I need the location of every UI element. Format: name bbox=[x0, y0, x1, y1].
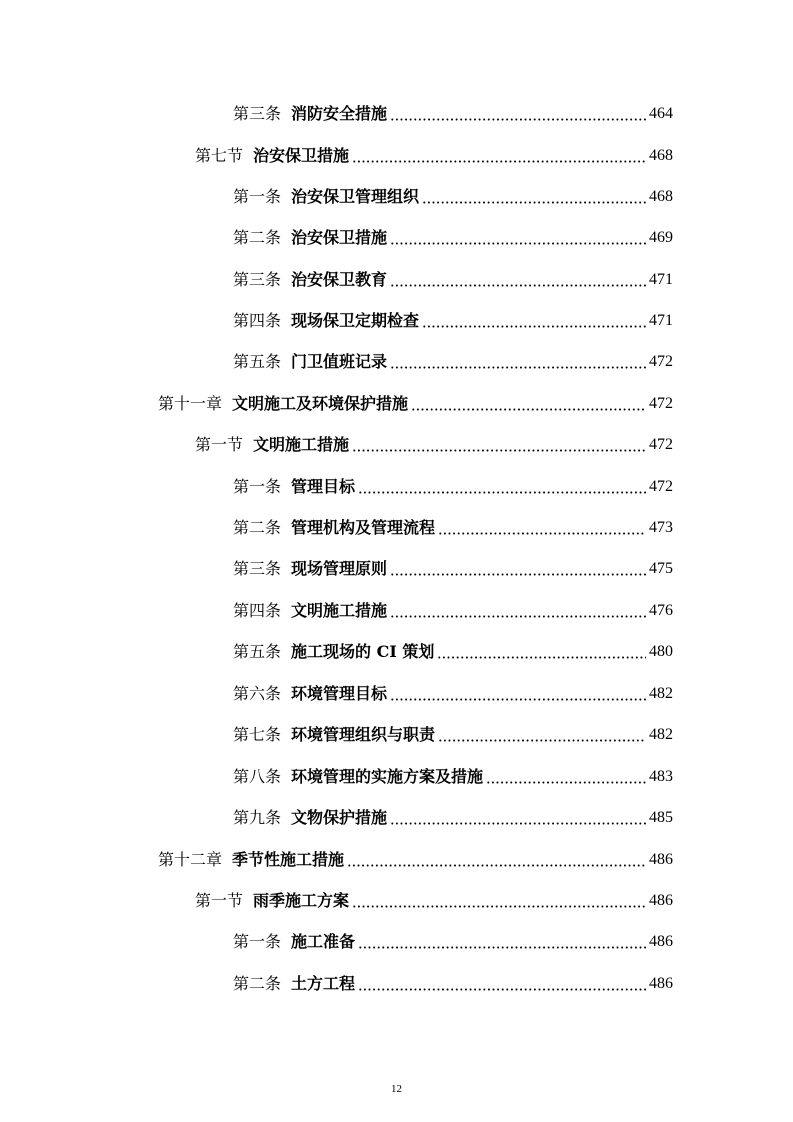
toc-entry[interactable] bbox=[195, 427, 673, 455]
entry-title: 雨季施工方案 bbox=[253, 891, 350, 910]
entry-title: 管理目标 bbox=[291, 477, 356, 496]
entry-page-number: 472 bbox=[649, 395, 673, 412]
entry-title: 施工准备 bbox=[291, 932, 356, 951]
entry-number: 第七条 bbox=[233, 725, 282, 744]
dot-leader bbox=[390, 602, 646, 618]
dot-leader bbox=[352, 892, 646, 908]
toc-entry[interactable] bbox=[195, 883, 673, 911]
entry-title: 治安保卫措施 bbox=[291, 228, 388, 247]
entry-title: 土方工程 bbox=[291, 974, 356, 993]
entry-title: 文物保护措施 bbox=[291, 808, 388, 827]
page-number: 12 bbox=[391, 1083, 402, 1095]
entry-page-number: 483 bbox=[649, 768, 673, 785]
dot-leader bbox=[390, 229, 646, 245]
entry-page-number: 485 bbox=[649, 809, 673, 826]
toc-entry[interactable] bbox=[158, 842, 673, 870]
entry-page-number: 480 bbox=[649, 643, 673, 660]
entry-number: 第二条 bbox=[233, 974, 282, 993]
toc-entry[interactable] bbox=[195, 138, 673, 166]
entry-title: 现场管理原则 bbox=[291, 559, 388, 578]
entry-page-number: 486 bbox=[649, 892, 673, 909]
entry-title: 门卫值班记录 bbox=[291, 352, 388, 371]
entry-title: 文明施工措施 bbox=[291, 601, 388, 620]
entry-page-number: 486 bbox=[649, 975, 673, 992]
dot-leader bbox=[347, 851, 646, 867]
dot-leader bbox=[390, 353, 646, 369]
entry-title: 治安保卫教育 bbox=[291, 270, 388, 289]
entry-title: 环境管理组织与职责 bbox=[291, 725, 436, 744]
entry-title: 现场保卫定期检查 bbox=[291, 311, 420, 330]
entry-number: 第五条 bbox=[233, 352, 282, 371]
dot-leader bbox=[358, 933, 646, 949]
entry-number: 第四条 bbox=[233, 601, 282, 620]
entry-number: 第六条 bbox=[233, 684, 282, 703]
entry-title: 管理机构及管理流程 bbox=[291, 518, 436, 537]
entry-page-number: 486 bbox=[649, 933, 673, 950]
entry-number: 第三条 bbox=[233, 104, 282, 123]
dot-leader bbox=[358, 975, 646, 991]
dot-leader bbox=[422, 312, 646, 328]
dot-leader bbox=[422, 188, 646, 204]
entry-number: 第十一章 bbox=[158, 394, 223, 413]
toc-entry[interactable] bbox=[233, 593, 673, 621]
toc-entry[interactable] bbox=[233, 96, 673, 124]
entry-page-number: 486 bbox=[649, 851, 673, 868]
toc-entry[interactable] bbox=[233, 634, 673, 662]
toc-entry[interactable] bbox=[233, 344, 673, 372]
entry-number: 第二条 bbox=[233, 228, 282, 247]
toc-entry[interactable] bbox=[233, 303, 673, 331]
dot-leader bbox=[486, 768, 646, 784]
entry-number: 第四条 bbox=[233, 311, 282, 330]
entry-title: 文明施工措施 bbox=[253, 435, 350, 454]
entry-page-number: 472 bbox=[649, 436, 673, 453]
toc-entry[interactable] bbox=[233, 966, 673, 994]
entry-page-number: 482 bbox=[649, 726, 673, 743]
toc-entry[interactable] bbox=[233, 551, 673, 579]
entry-title: 消防安全措施 bbox=[291, 104, 388, 123]
entry-number: 第二条 bbox=[233, 518, 282, 537]
toc-entry[interactable] bbox=[233, 717, 673, 745]
entry-title: 环境管理目标 bbox=[291, 684, 388, 703]
entry-title: 文明施工及环境保护措施 bbox=[232, 394, 409, 413]
entry-page-number: 472 bbox=[649, 353, 673, 370]
toc-entry[interactable] bbox=[233, 262, 673, 290]
toc-entry[interactable] bbox=[233, 179, 673, 207]
entry-page-number: 475 bbox=[649, 560, 673, 577]
entry-number: 第九条 bbox=[233, 808, 282, 827]
dot-leader bbox=[358, 478, 646, 494]
entry-page-number: 471 bbox=[649, 271, 673, 288]
entry-number: 第三条 bbox=[233, 559, 282, 578]
dot-leader bbox=[438, 726, 646, 742]
entry-title: 季节性施工措施 bbox=[232, 850, 345, 869]
entry-title: 施工现场的 CI 策划 bbox=[291, 642, 435, 661]
entry-page-number: 468 bbox=[649, 188, 673, 205]
dot-leader bbox=[437, 643, 646, 659]
entry-number: 第五条 bbox=[233, 642, 282, 661]
toc-entry[interactable] bbox=[233, 220, 673, 248]
entry-page-number: 473 bbox=[649, 519, 673, 536]
toc-entry[interactable] bbox=[233, 924, 673, 952]
entry-page-number: 476 bbox=[649, 602, 673, 619]
dot-leader bbox=[411, 395, 646, 411]
entry-page-number: 468 bbox=[649, 147, 673, 164]
dot-leader bbox=[352, 147, 646, 163]
entry-number: 第八条 bbox=[233, 767, 282, 786]
entry-number: 第一节 bbox=[195, 891, 244, 910]
entry-number: 第一条 bbox=[233, 932, 282, 951]
dot-leader bbox=[352, 436, 646, 452]
entry-number: 第七节 bbox=[195, 146, 244, 165]
toc-entry[interactable] bbox=[158, 386, 673, 414]
entry-number: 第一条 bbox=[233, 187, 282, 206]
entry-number: 第一节 bbox=[195, 435, 244, 454]
entry-page-number: 472 bbox=[649, 478, 673, 495]
dot-leader bbox=[390, 685, 646, 701]
entry-number: 第一条 bbox=[233, 477, 282, 496]
toc-entry[interactable] bbox=[233, 676, 673, 704]
dot-leader bbox=[390, 105, 646, 121]
dot-leader bbox=[390, 809, 646, 825]
toc-entry[interactable] bbox=[233, 759, 673, 787]
entry-page-number: 469 bbox=[649, 229, 673, 246]
toc-entry[interactable] bbox=[233, 800, 673, 828]
dot-leader bbox=[438, 519, 646, 535]
entry-number: 第十二章 bbox=[158, 850, 223, 869]
entry-title: 治安保卫管理组织 bbox=[291, 187, 420, 206]
entry-title: 环境管理的实施方案及措施 bbox=[291, 767, 484, 786]
entry-page-number: 464 bbox=[649, 105, 673, 122]
toc-entry[interactable] bbox=[233, 510, 673, 538]
dot-leader bbox=[390, 560, 646, 576]
entry-title: 治安保卫措施 bbox=[253, 146, 350, 165]
dot-leader bbox=[390, 271, 646, 287]
entry-page-number: 482 bbox=[649, 685, 673, 702]
entry-page-number: 471 bbox=[649, 312, 673, 329]
entry-number: 第三条 bbox=[233, 270, 282, 289]
toc-entry[interactable] bbox=[233, 469, 673, 497]
